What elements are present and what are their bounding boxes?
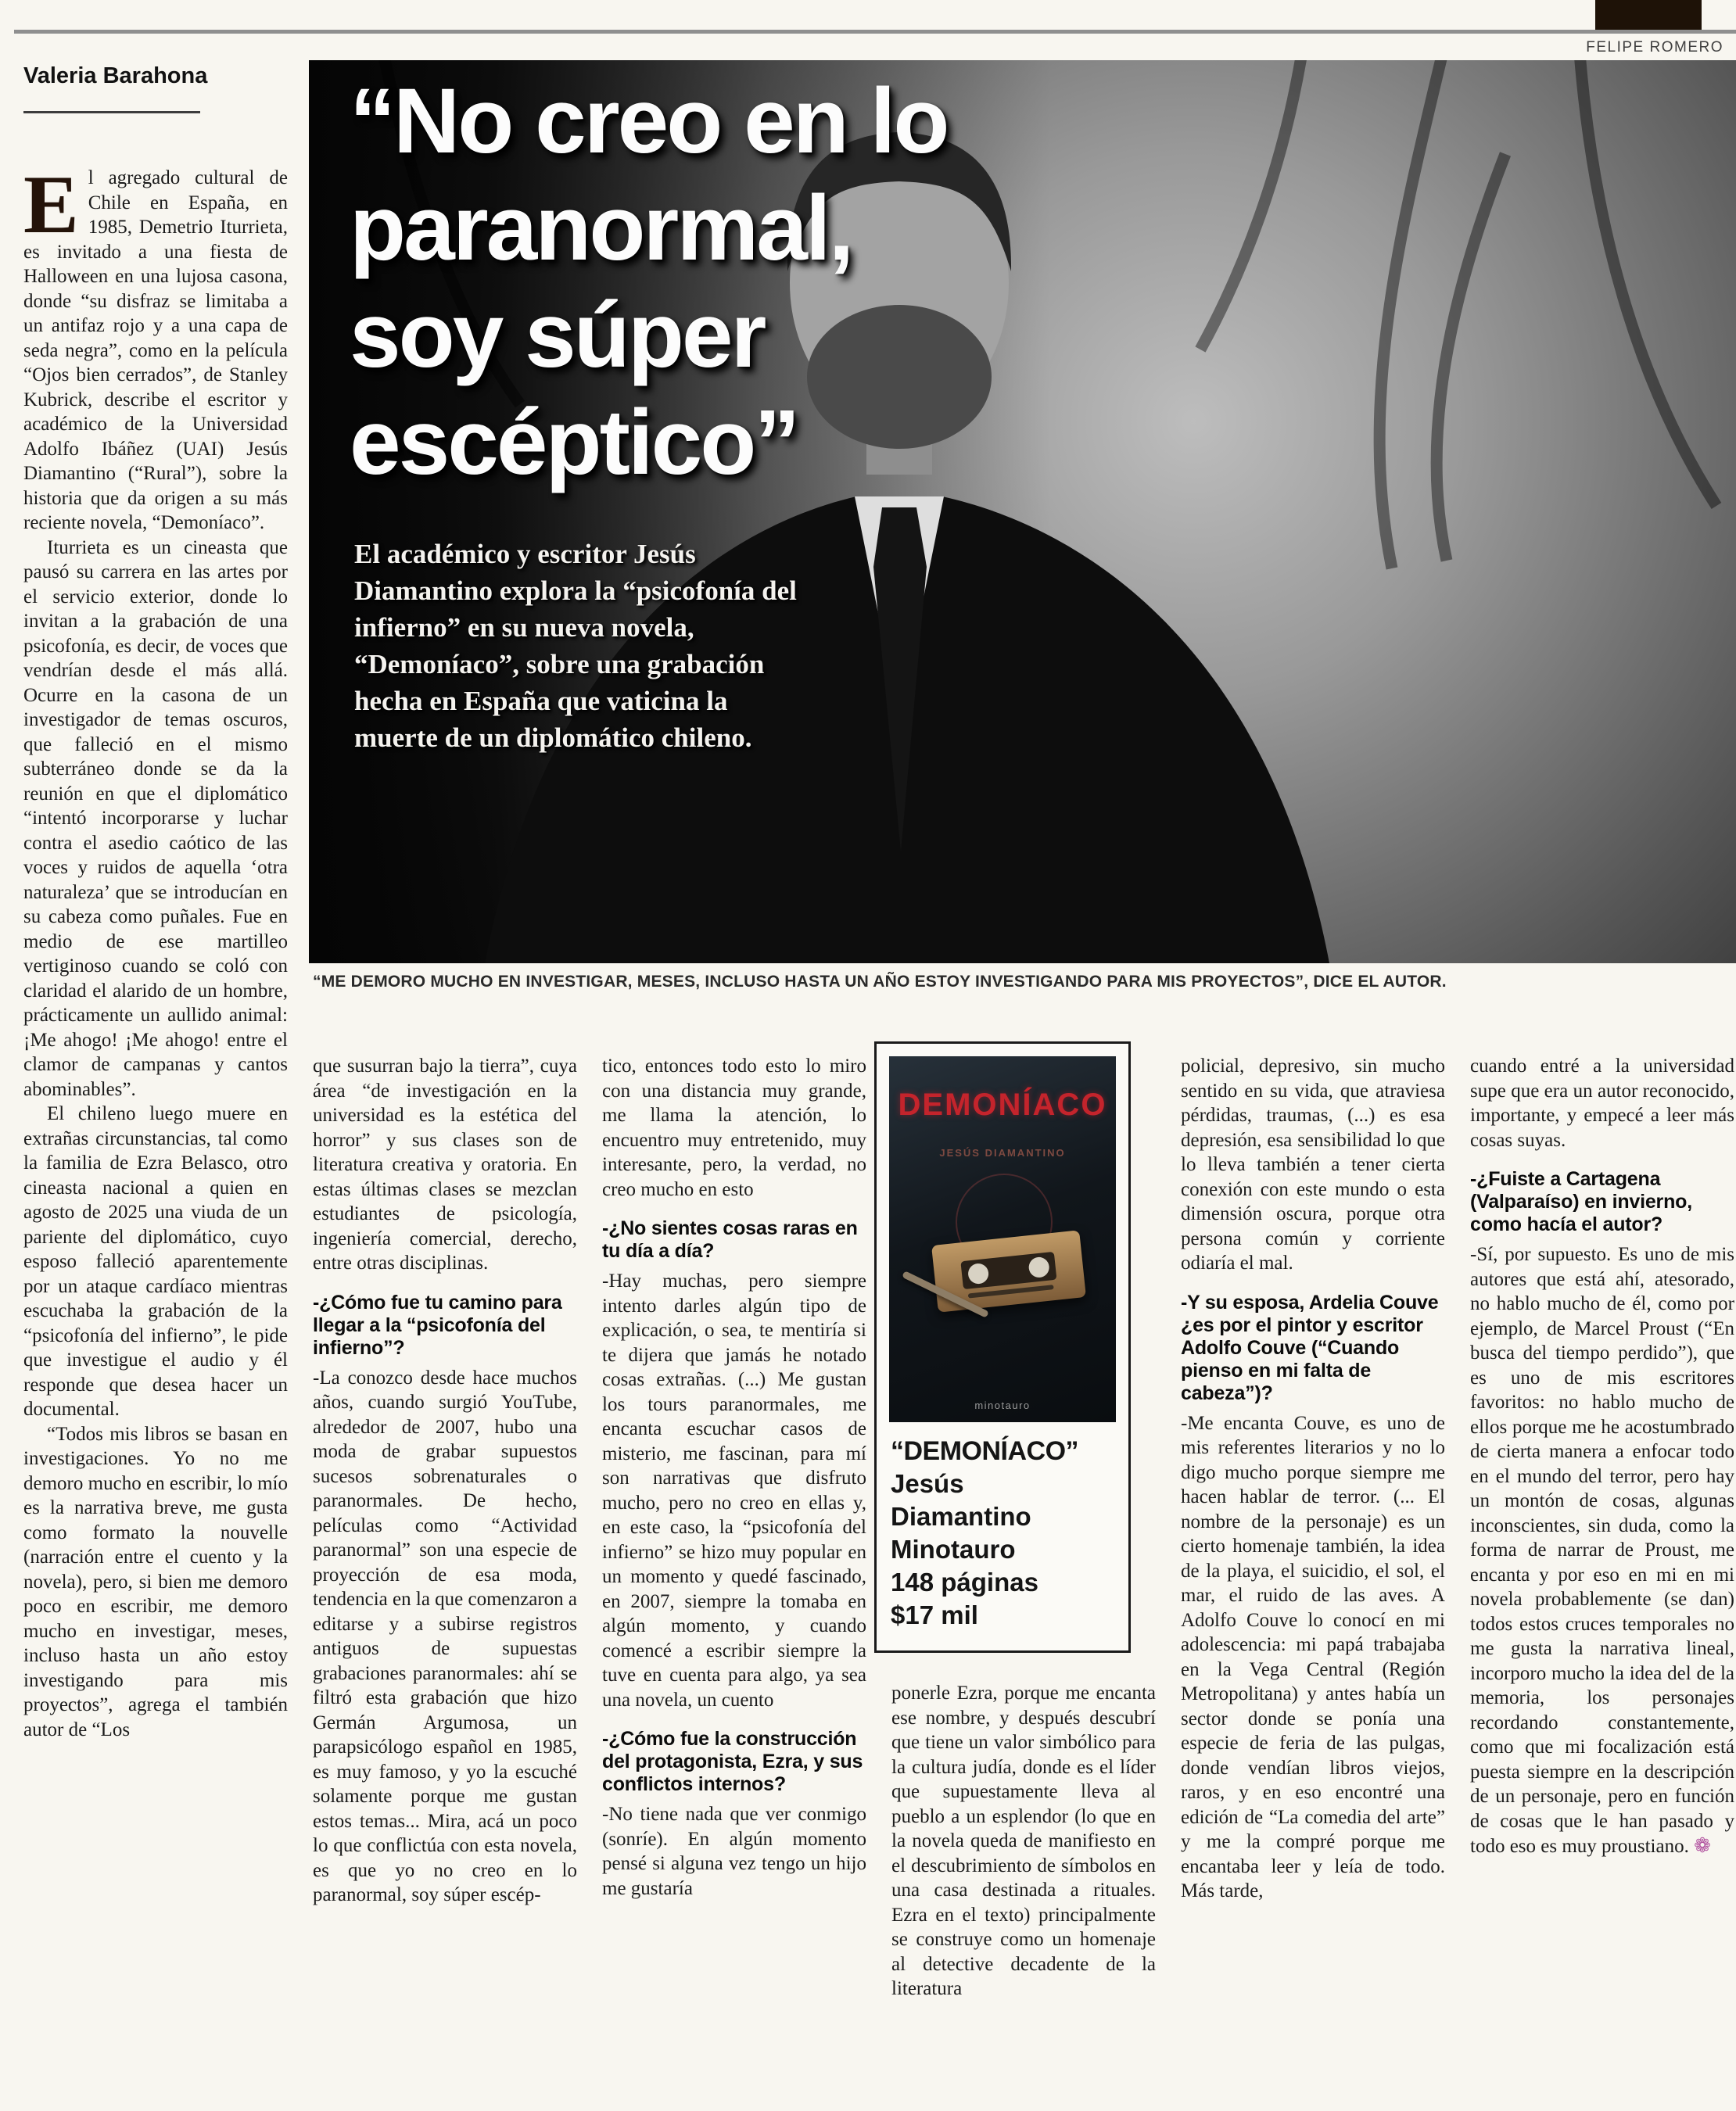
cassette-reel-icon (1028, 1256, 1050, 1279)
headline (350, 68, 947, 496)
body-paragraph: -No tiene nada que ver conmigo (sonríe). En algún momento pensé si alguna vez tengo un hijo me gustaría (602, 1804, 866, 1899)
book-panel (874, 1041, 1131, 1653)
article-column-4 (891, 1681, 1156, 2028)
question-heading: -¿Fuiste a Cartagena (Valparaíso) en invierno, como hacía el autor? (1470, 1168, 1692, 1235)
body-paragraph: -Sí, por supuesto. Es uno de mis autores que está ahí, atesorado, no hablo mucho de él, como por ejemplo, de Marcel Proust (“En busca del tiempo perdido”), que es uno de mis escritores favoritos: no hablo mucho de ellos porque me he acostumbrado de cierta manera a enfocar todo en el mundo del terror, pero hay un montón de cosas, algunas inconscientes, sin duda, como la forma de narrar de Proust, me encanta y por eso en mi en mi novela probablemente (se dan) todos estos cruces temporales no me gusta la narrativa lineal, incorporo mucho la idea del de la memoria, los personajes recordando constantemente, como que mi focalización está puesta siempre en la descripción de un personaje, pero en función de cosas que le han pasado y todo eso es muy proustiano. ❁ (1470, 1244, 1734, 1857)
question-heading: -¿Cómo fue tu camino para llegar a la “psicofonía del infierno”? (313, 1291, 562, 1359)
photo-caption: “ME DEMORO MUCHO EN INVESTIGAR, MESES, INCLUSO HASTA UN AÑO ESTOY INVESTIGANDO PARA MIS PROYECTOS”, DICE EL AUTOR. (313, 973, 1447, 991)
headline-line: soy súper (350, 284, 765, 387)
book-cover-title: DEMONÍACO (898, 1088, 1107, 1122)
headline-line: “No creo en lo (350, 70, 948, 173)
photo-credit: FELIPE ROMERO (1586, 39, 1723, 56)
body-paragraph: policial, depresivo, sin mucho sentido en su vida, que atraviesa pérdidas, traumas, (...) es esa depresión, esa sensibilidad lo que lo lleva también a tener cierta conexión con este mundo o esta dimensión oscura, porque otra persona común y corriente odiaría el mal. (1181, 1056, 1445, 1274)
cassette-reel-icon (967, 1263, 990, 1285)
corner-block (1595, 0, 1702, 30)
article-column-3 (602, 1054, 866, 2041)
book-caption-line: $17 mil (891, 1600, 978, 1629)
deck-line: El académico y escritor Jesús (354, 539, 696, 569)
deck (354, 536, 797, 756)
headline-line: paranormal, (350, 177, 852, 280)
book-cover (889, 1056, 1116, 1422)
article-column-6 (1470, 1054, 1734, 1933)
body-paragraph: -La conozco desde hace muchos años, cuando surgió YouTube, alrededor de 2007, hubo una moda de grabar supuestos sucesos sobrenaturales o paranormales. De hecho, películas como “Actividad paranormal” son una especie de proyección de esa moda, tendencia en la que comenzaron a editarse y a subirse registros antiguos de supuestas grabaciones paranormales: ahí se filtró esta grabación que hizo Germán Argumosa, un parapsicólogo español en 1985, es muy famoso, y yo la escuché solamente porque me gustan estos temas... Mira, acá un poco lo que conflictúa con esta novela, es que yo no creo en lo paranormal, soy súper escép- (313, 1367, 577, 1905)
headline-line: escéptico” (350, 391, 798, 494)
hero-photo (309, 60, 1736, 963)
book-caption-line: Jesús (891, 1469, 964, 1498)
deck-line: muerte de un diplomático chileno. (354, 722, 752, 753)
top-rule (14, 30, 1736, 34)
body-paragraph: ponerle Ezra, porque me encanta ese nombre, y después descubrí que tiene un valor simbólico para la cultura judía, donde es el líder que supuestamente lleva al pueblo a un esplendor (lo que en la novela queda de manifiesto en el descubrimiento de símbolos en una casa destinada a rituales. Ezra en el texto) principalmente se construye como un homenaje al detective decadente de la literatura (891, 1683, 1156, 1999)
body-paragraph: El agregado cultural de Chile en España, en 1985, Demetrio Iturrieta, es invitado a una fiesta de Halloween en una lujosa casona, donde “su disfraz se limitaba a un antifaz rojo y a una capa de seda negra”, como en la película “Ojos bien cerrados”, de Stanley Kubrick, describe el escritor y académico de la Universidad Adolfo Ibáñez (UAI) Jesús Diamantino (“Rural”), sobre la historia que da origen a su más reciente novela, “Demoníaco”. (23, 166, 288, 533)
deck-line: Diamantino explora la “psicofonía del (354, 575, 797, 606)
article-column-1 (23, 166, 288, 1934)
body-paragraph: que susurran bajo la tierra”, cuya área “de investigación en la universidad es la estética del horror” y sus clases son de literatura creativa y oratoria. En estas últimas clases se mezclan estudiantes de psicología, ingeniería comercial, derecho, entre otras disciplinas. (313, 1056, 577, 1274)
deck-line: hecha en España que vaticina la (354, 686, 728, 716)
book-caption (891, 1435, 1119, 1632)
deck-line: infierno” en su nueva novela, (354, 612, 694, 643)
body-paragraph: -Me encanta Couve, es uno de mis referentes literarios y no lo digo mucho porque siempre me hacen hablar de terror. (... El nombre de la personaje) es un cierto homenaje también, la idea de la playa, el suicidio, el sol, el mar, el ruido de las aves. A Adolfo Couve lo conocí en mi adolescencia: mi papá trabajaba en la Vega Central (Región Metropolitana) y antes había un sector donde se ponía una especie de feria de las pulgas, donde vendían libros viejos, raros, y en eso encontré una edición de “La comedia del arte” y me la compré porque me encantaba leer y leía de todo. Más tarde, (1181, 1412, 1445, 1901)
body-paragraph: Iturrieta es un cineasta que pausó su carrera en las artes por el servicio exterior, donde lo invitan a la grabación de una psicofonía, es decir, de voces que vendrían desde el más allá. Ocurre en la casona de un investigador de temas oscuros, que falleció en el mismo subterráneo donde se da la reunión en que el diplomático “intentó incorporarse y luchar contra el asedio caótico de las voces y ruidos de aquella ‘otra naturaleza’ que se introducían en su cabeza como puñales. Fue en medio de ese martilleo vertiginoso cuando se coló con claridad el alarido de un hombre, prácticamente un aullido animal: ¡Me ahogo! ¡Me ahogo! entre el clamor de campanas y cantos abominables”. (23, 536, 288, 1100)
drop-cap: E (23, 166, 79, 250)
article-column-2 (313, 1054, 577, 1933)
question-heading: -Y su esposa, Ardelia Couve ¿es por el pintor y escritor Adolfo Couve (“Cuando pienso en mi falta de cabeza”)? (1181, 1291, 1439, 1404)
book-cover-publisher: minotauro (974, 1400, 1031, 1411)
cassette-window (960, 1252, 1056, 1289)
book-caption-line: Diamantino (891, 1502, 1031, 1531)
body-paragraph: tico, entonces todo esto lo miro con una distancia muy grande, me llama la atención, lo encuentro muy entretenido, muy interesante, pero, la verdad, no creo mucho en esto (602, 1056, 866, 1200)
body-paragraph: -Hay muchas, pero siempre intento darles algún tipo de explicación, o sea, te mentiría si te dijera que jamás he notado cosas extrañas. (...) Me gustan los tours paranormales, me encanta escuchar casos de misterio, me fascinan, para mí son narrativas que disfruto mucho, pero no creo en ellas y, en este caso, la “psicofonía del infierno” se hizo muy popular en un momento y quedé fascinado, en 2007, siempre la tomaba en algún momento, y cuando comencé a escribir siempre la tuve en cuenta para algo, ya sea una novela, un cuento (602, 1271, 866, 1711)
book-caption-line: Minotauro (891, 1535, 1016, 1564)
byline-rule (23, 111, 200, 113)
body-paragraph: El chileno luego muere en extrañas circunstancias, tal como la familia de Ezra Belasco, otro cineasta nacional a quien en agosto de 2025 una viuda de un pariente del diplomático, cuyo esposo falleció aparentemente por un ataque cardíaco mientras escuchaba la grabación de la “psicofonía del infierno”, le pide que investigue el audio y él responde que desea hacer un documental. (23, 1103, 288, 1420)
question-heading: -¿No sientes cosas raras en tu día a día? (602, 1217, 858, 1262)
byline: Valeria Barahona (23, 63, 208, 88)
end-mark-icon: ❁ (1694, 1834, 1711, 1857)
article-column-5 (1181, 1054, 1445, 1933)
book-cover-author: JESÚS DIAMANTINO (939, 1147, 1066, 1159)
body-paragraph: cuando entré a la universidad supe que era un autor reconocido, importante, y empecé a leer más cosas suyas. (1470, 1056, 1734, 1151)
deck-line: “Demoníaco”, sobre una grabación (354, 649, 765, 679)
book-caption-line: “DEMONÍACO” (891, 1436, 1079, 1466)
question-heading: -¿Cómo fue la construcción del protagonista, Ezra, y sus conflictos internos? (602, 1728, 863, 1795)
body-paragraph: “Todos mis libros se basan en investigaciones. Yo no me demoro mucho en escribir, lo mío es la narrativa breve, me gusta como formato la nouvelle (narración entre el cuento y la novela), pero, si bien me demoro poco en escribir, me demoro mucho en investigar, meses, incluso hasta un año estoy investigando para mis proyectos”, agrega el también autor de “Los (23, 1423, 288, 1740)
book-caption-line: 148 páginas (891, 1568, 1038, 1597)
